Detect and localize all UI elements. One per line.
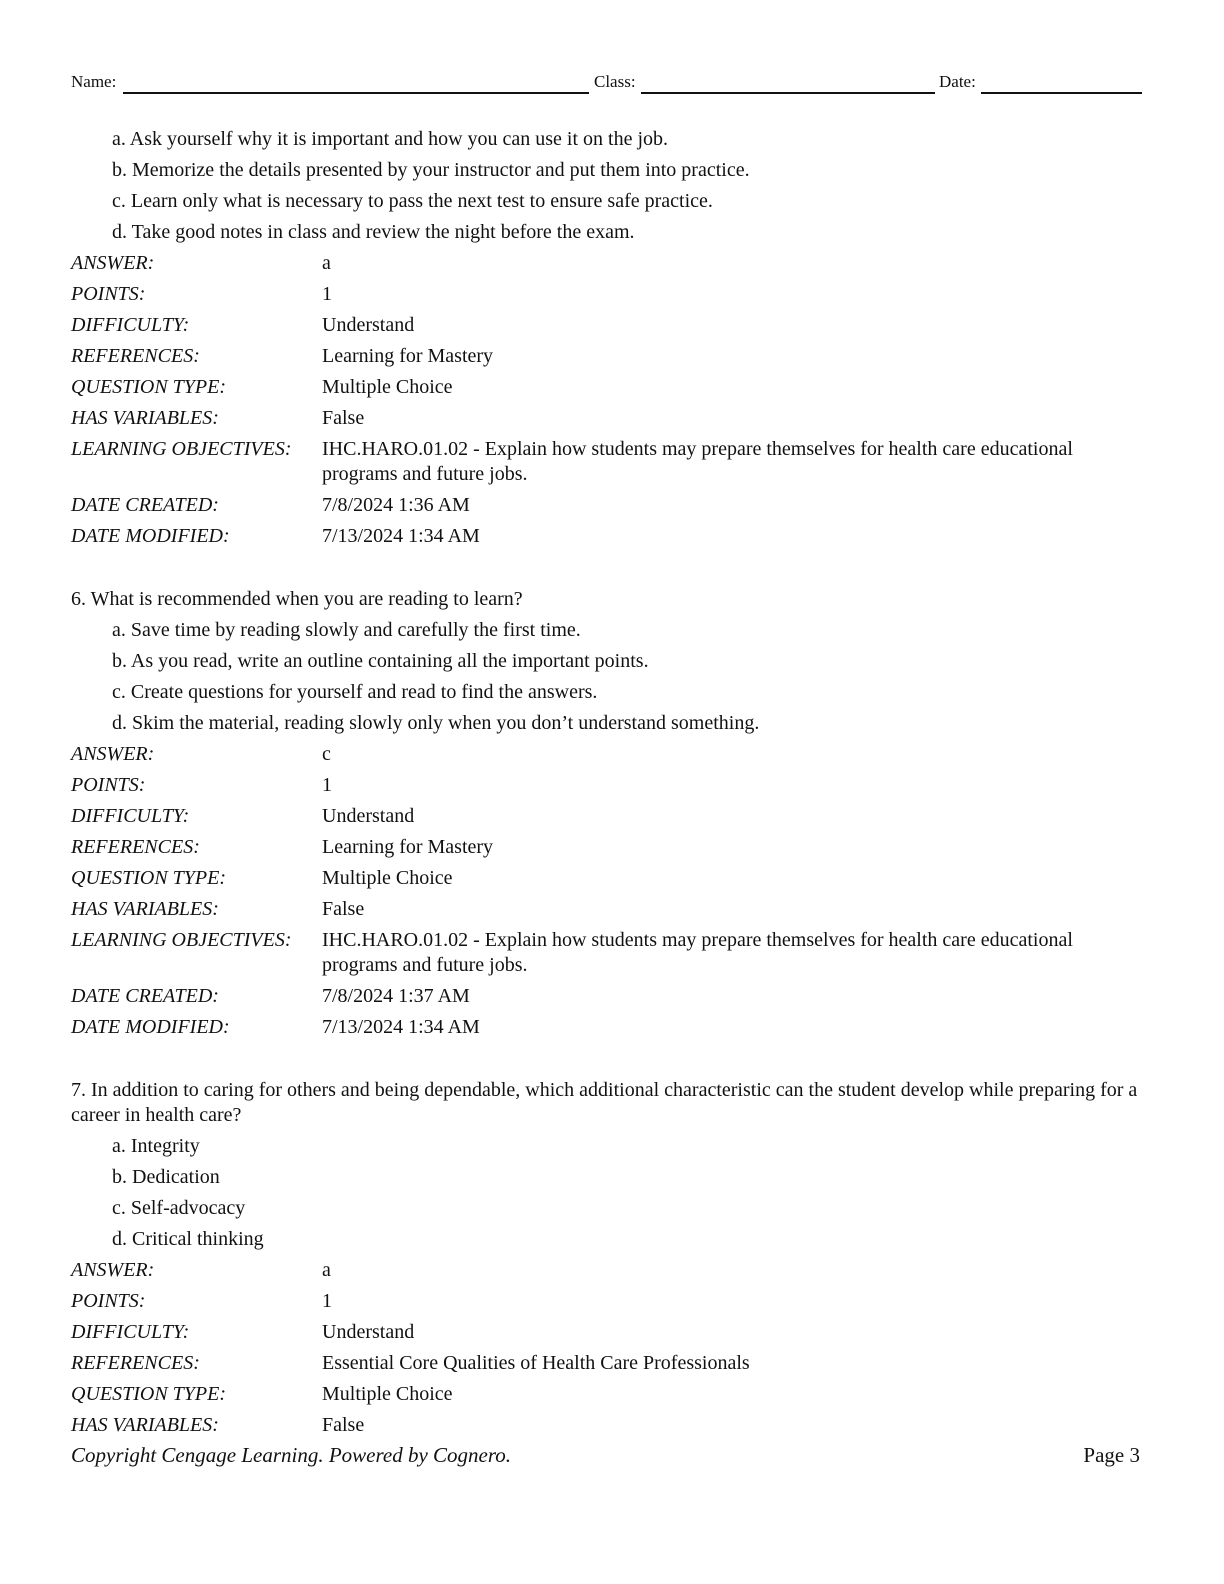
- meta-value: 1: [322, 283, 332, 305]
- meta-row: [71, 310, 1142, 341]
- meta-table: [71, 248, 1142, 552]
- copyright-notice: Copyright Cengage Learning. Powered by Cognero.: [71, 1443, 511, 1467]
- meta-value: Essential Core Qualities of Health Care Professionals: [322, 1352, 750, 1374]
- question-content: [71, 124, 1142, 1441]
- page-number: Page 3: [1083, 1443, 1140, 1467]
- meta-label: DATE CREATED:: [71, 985, 219, 1007]
- meta-value: 1: [322, 1290, 332, 1312]
- meta-value: False: [322, 407, 365, 429]
- meta-label: LEARNING OBJECTIVES:: [71, 929, 292, 951]
- meta-label: ANSWER:: [71, 252, 155, 274]
- meta-table: [71, 1255, 1142, 1441]
- meta-label: DATE CREATED:: [71, 494, 219, 516]
- class-field[interactable]: [641, 92, 935, 94]
- question-stem: 6. What is recommended when you are reading to learn?: [71, 588, 523, 610]
- option: d. Skim the material, reading slowly only when you don’t understand something.: [112, 712, 760, 734]
- meta-row: [71, 925, 1142, 981]
- meta-label: ANSWER:: [71, 743, 155, 765]
- meta-value: Understand: [322, 805, 415, 827]
- meta-value: c: [322, 743, 331, 765]
- meta-label: REFERENCES:: [71, 345, 200, 367]
- meta-row: [71, 341, 1142, 372]
- meta-row: [71, 372, 1142, 403]
- meta-label: POINTS:: [71, 774, 146, 796]
- question-stem: 7. In addition to caring for others and being dependable, which additional characteristic can the student develop while preparing for a career in health care?: [71, 1079, 1138, 1126]
- option-list: [71, 1131, 1142, 1255]
- meta-label: DIFFICULTY:: [71, 1321, 190, 1343]
- meta-row: [71, 1348, 1142, 1379]
- meta-row: [71, 832, 1142, 863]
- meta-value: 7/13/2024 1:34 AM: [322, 525, 480, 547]
- question-7: [71, 1075, 1142, 1441]
- date-field[interactable]: [981, 92, 1142, 94]
- meta-label: LEARNING OBJECTIVES:: [71, 438, 292, 460]
- class-label: Class:: [594, 72, 636, 91]
- meta-value: Multiple Choice: [322, 376, 453, 398]
- option: a. Save time by reading slowly and carefully the first time.: [112, 619, 581, 641]
- meta-value: 7/8/2024 1:37 AM: [322, 985, 470, 1007]
- meta-label: REFERENCES:: [71, 836, 200, 858]
- meta-row: [71, 434, 1142, 490]
- meta-label: DATE MODIFIED:: [71, 1016, 230, 1038]
- meta-row: [71, 981, 1142, 1012]
- meta-row: [71, 490, 1142, 521]
- option: c. Create questions for yourself and read to find the answers.: [112, 681, 598, 703]
- option: c. Learn only what is necessary to pass the next test to ensure safe practice.: [112, 190, 713, 212]
- name-label: Name:: [71, 72, 117, 91]
- meta-value: Understand: [322, 1321, 415, 1343]
- meta-row: [71, 894, 1142, 925]
- meta-value: Learning for Mastery: [322, 345, 494, 367]
- header: [71, 70, 1142, 98]
- meta-row: [71, 801, 1142, 832]
- meta-value: IHC.HARO.01.02 - Explain how students may prepare themselves for health care educational programs and future jobs.: [322, 929, 1073, 976]
- meta-label: POINTS:: [71, 283, 146, 305]
- meta-label: REFERENCES:: [71, 1352, 200, 1374]
- meta-value: 7/13/2024 1:34 AM: [322, 1016, 480, 1038]
- meta-value: False: [322, 898, 365, 920]
- meta-label: DIFFICULTY:: [71, 314, 190, 336]
- option: b. As you read, write an outline containing all the important points.: [112, 650, 649, 672]
- meta-label: POINTS:: [71, 1290, 146, 1312]
- question-6: [71, 584, 1142, 1043]
- meta-value: a: [322, 252, 331, 274]
- option: d. Take good notes in class and review the night before the exam.: [112, 221, 635, 243]
- meta-value: IHC.HARO.01.02 - Explain how students may prepare themselves for health care educational programs and future jobs.: [322, 438, 1073, 485]
- meta-row: [71, 1410, 1142, 1441]
- meta-value: Multiple Choice: [322, 1383, 453, 1405]
- option-list: [71, 124, 1142, 248]
- meta-value: Understand: [322, 314, 415, 336]
- name-field[interactable]: [123, 92, 589, 94]
- meta-row: [71, 1379, 1142, 1410]
- meta-label: QUESTION TYPE:: [71, 1383, 227, 1405]
- meta-label: HAS VARIABLES:: [71, 407, 219, 429]
- meta-label: DIFFICULTY:: [71, 805, 190, 827]
- date-label: Date:: [939, 72, 976, 91]
- meta-row: [71, 248, 1142, 279]
- meta-label: QUESTION TYPE:: [71, 867, 227, 889]
- meta-row: [71, 1286, 1142, 1317]
- option-list: [71, 615, 1142, 739]
- meta-row: [71, 279, 1142, 310]
- meta-value: a: [322, 1259, 331, 1281]
- previous-question: [71, 124, 1142, 552]
- meta-label: ANSWER:: [71, 1259, 155, 1281]
- meta-label: QUESTION TYPE:: [71, 376, 227, 398]
- meta-value: False: [322, 1414, 365, 1436]
- option: b. Memorize the details presented by your instructor and put them into practice.: [112, 159, 750, 181]
- meta-value: 7/8/2024 1:36 AM: [322, 494, 470, 516]
- meta-row: [71, 1012, 1142, 1043]
- option: c. Self-advocacy: [112, 1197, 246, 1219]
- meta-label: HAS VARIABLES:: [71, 1414, 219, 1436]
- meta-row: [71, 403, 1142, 434]
- meta-value: 1: [322, 774, 332, 796]
- meta-row: [71, 1255, 1142, 1286]
- meta-value: Learning for Mastery: [322, 836, 494, 858]
- meta-row: [71, 863, 1142, 894]
- meta-value: Multiple Choice: [322, 867, 453, 889]
- option: a. Ask yourself why it is important and how you can use it on the job.: [112, 128, 669, 150]
- meta-row: [71, 739, 1142, 770]
- meta-row: [71, 1317, 1142, 1348]
- option: b. Dedication: [112, 1166, 220, 1188]
- meta-table: [71, 739, 1142, 1043]
- meta-label: DATE MODIFIED:: [71, 525, 230, 547]
- meta-row: [71, 521, 1142, 552]
- option: d. Critical thinking: [112, 1228, 264, 1250]
- meta-label: HAS VARIABLES:: [71, 898, 219, 920]
- option: a. Integrity: [112, 1135, 200, 1157]
- meta-row: [71, 770, 1142, 801]
